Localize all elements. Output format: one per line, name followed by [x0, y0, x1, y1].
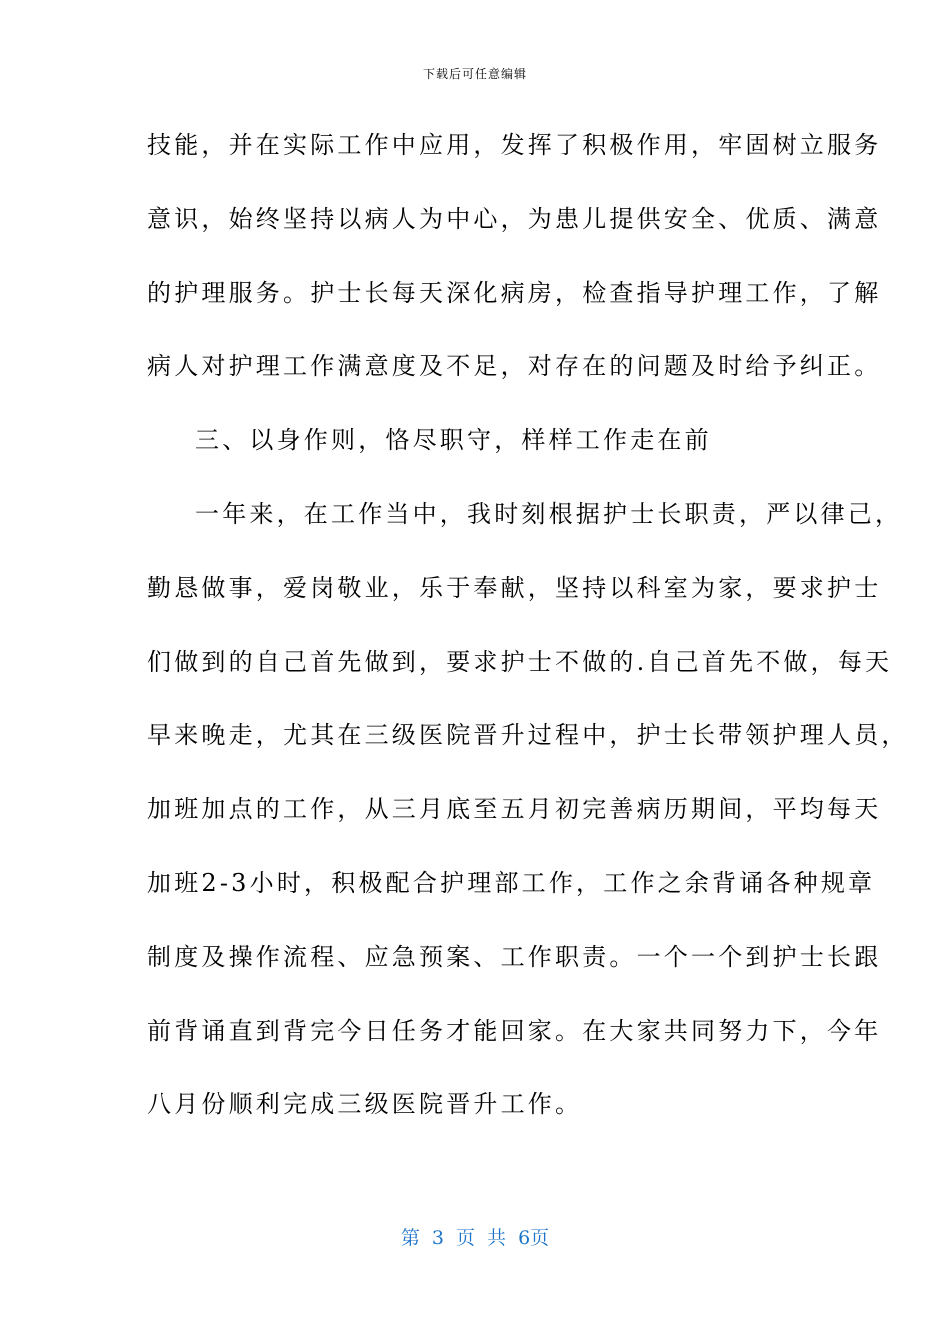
text-line: 加班加点的工作，从三月底至五月初完善病历期间，平均每天	[147, 795, 882, 824]
text-line: 的护理服务。护士长每天深化病房，检查指导护理工作，了解	[147, 278, 882, 307]
text-line: 意识，始终坚持以病人为中心，为患儿提供安全、优质、满意	[147, 204, 882, 233]
text-line: 病人对护理工作满意度及不足，对存在的问题及时给予纠正。	[147, 352, 882, 381]
text-line: 加班2-3小时，积极配合护理部工作，工作之余背诵各种规章	[147, 868, 876, 897]
text-line: 一年来，在工作当中，我时刻根据护士长职责，严以律己，	[195, 499, 903, 528]
section-heading: 三、以身作则，恪尽职守，样样工作走在前	[195, 426, 712, 455]
text-line: 前背诵直到背完今日任务才能回家。在大家共同努力下，今年	[147, 1016, 882, 1045]
page-number-footer: 第 3 页 共 6页	[400, 1227, 550, 1249]
page-header: 下载后可任意编辑	[422, 67, 527, 81]
text-line: 制度及操作流程、应急预案、工作职责。一个一个到护士长跟	[147, 942, 882, 971]
text-line: 勤恳做事，爱岗敬业，乐于奉献，坚持以科室为家，要求护士	[147, 573, 882, 602]
text-line: 早来晚走，尤其在三级医院晋升过程中，护士长带领护理人员，	[147, 721, 909, 750]
text-line: 技能，并在实际工作中应用，发挥了积极作用，牢固树立服务	[147, 131, 882, 159]
text-line: 们做到的自己首先做到，要求护士不做的.自己首先不做，每天	[147, 647, 893, 676]
body-text	[147, 118, 909, 1151]
text-line: 八月份顺利完成三级医院晋升工作。	[147, 1090, 583, 1119]
